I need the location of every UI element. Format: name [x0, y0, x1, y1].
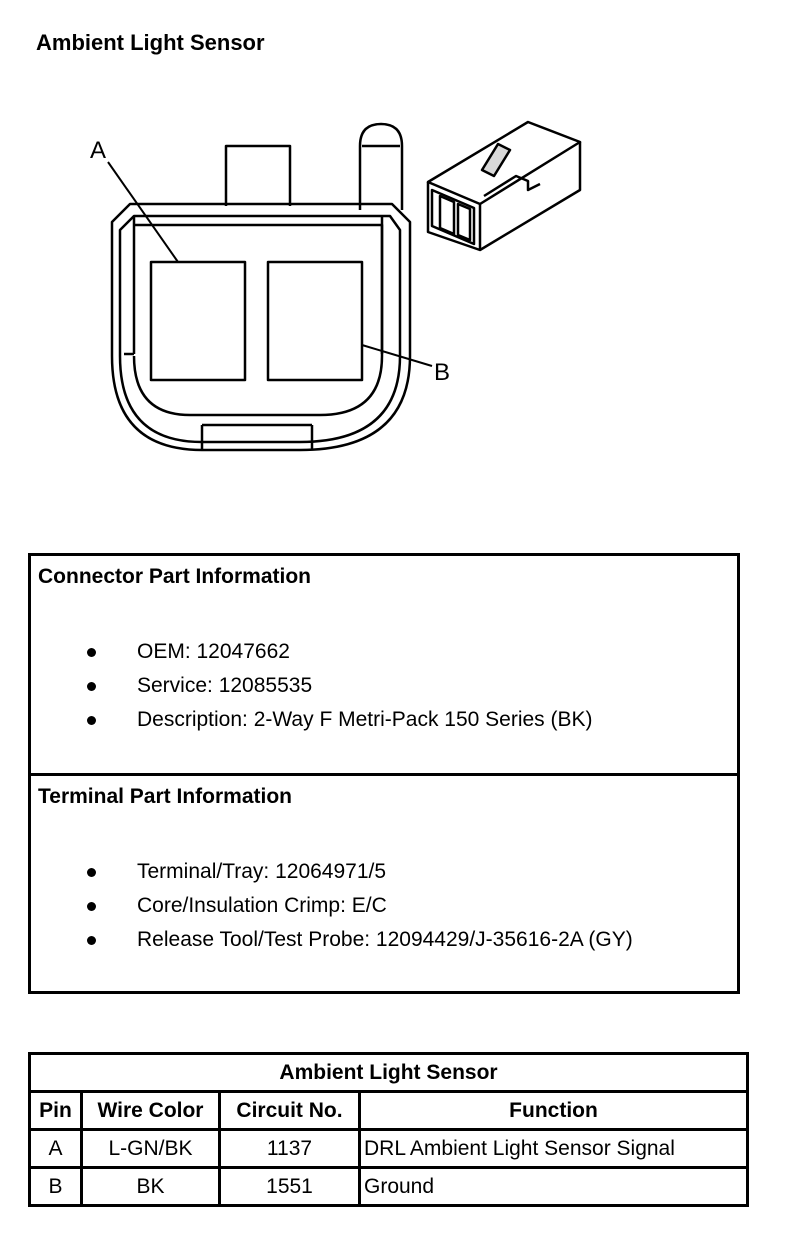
leader-line-a — [108, 162, 178, 262]
pin-table-caption: Ambient Light Sensor — [30, 1054, 748, 1092]
terminal-info-title: Terminal Part Information — [38, 785, 292, 808]
bullet-icon — [87, 936, 96, 945]
connector-3d-view — [428, 122, 580, 250]
column-header-wire-color: Wire Color — [82, 1092, 220, 1130]
connector-body-outline — [112, 204, 410, 450]
function-cell: Ground — [360, 1168, 748, 1206]
connector-latch — [360, 124, 402, 210]
bullet-icon — [87, 868, 96, 877]
pin-table — [28, 1052, 749, 1207]
bullet-icon — [87, 902, 96, 911]
part-info-box — [28, 553, 740, 994]
bullet-icon — [87, 716, 96, 725]
bullet-icon — [87, 682, 96, 691]
pin-label-a: A — [90, 137, 107, 164]
connector-diagram — [0, 0, 800, 520]
terminal-part-info: Terminal Part Information Terminal/Tray: 12064971/5 Core/Insulation Crimp: E/C Release Tool/Test Probe: 12094429/J-35616-2A (GY) — [38, 785, 633, 951]
wire-color-cell: BK — [82, 1168, 220, 1206]
terminal-cavity-a — [151, 262, 245, 380]
pin-cell: B — [30, 1168, 82, 1206]
table-row — [30, 1168, 748, 1206]
circuit-no-cell: 1137 — [220, 1130, 360, 1168]
pin-cell: A — [30, 1130, 82, 1168]
table-row — [30, 1130, 748, 1168]
bullet-icon — [87, 648, 96, 657]
connector-top-tab — [226, 146, 290, 206]
connector-part-info: Connector Part Information OEM: 12047662 Service: 12085535 Description: 2-Way F Metri-Pack 150 Series (BK) — [31, 556, 737, 776]
column-header-function: Function — [360, 1092, 748, 1130]
terminal-cavity-b — [268, 262, 362, 380]
circuit-no-cell: 1551 — [220, 1168, 360, 1206]
page-title: Ambient Light Sensor — [36, 30, 265, 55]
connector-info-title: Connector Part Information — [38, 565, 312, 588]
leader-line-b — [362, 345, 432, 366]
wire-color-cell: L-GN/BK — [82, 1130, 220, 1168]
pin-label-b: B — [434, 359, 451, 386]
column-header-circuit-no: Circuit No. — [220, 1092, 360, 1130]
column-header-pin: Pin — [30, 1092, 82, 1130]
function-cell: DRL Ambient Light Sensor Signal — [360, 1130, 748, 1168]
